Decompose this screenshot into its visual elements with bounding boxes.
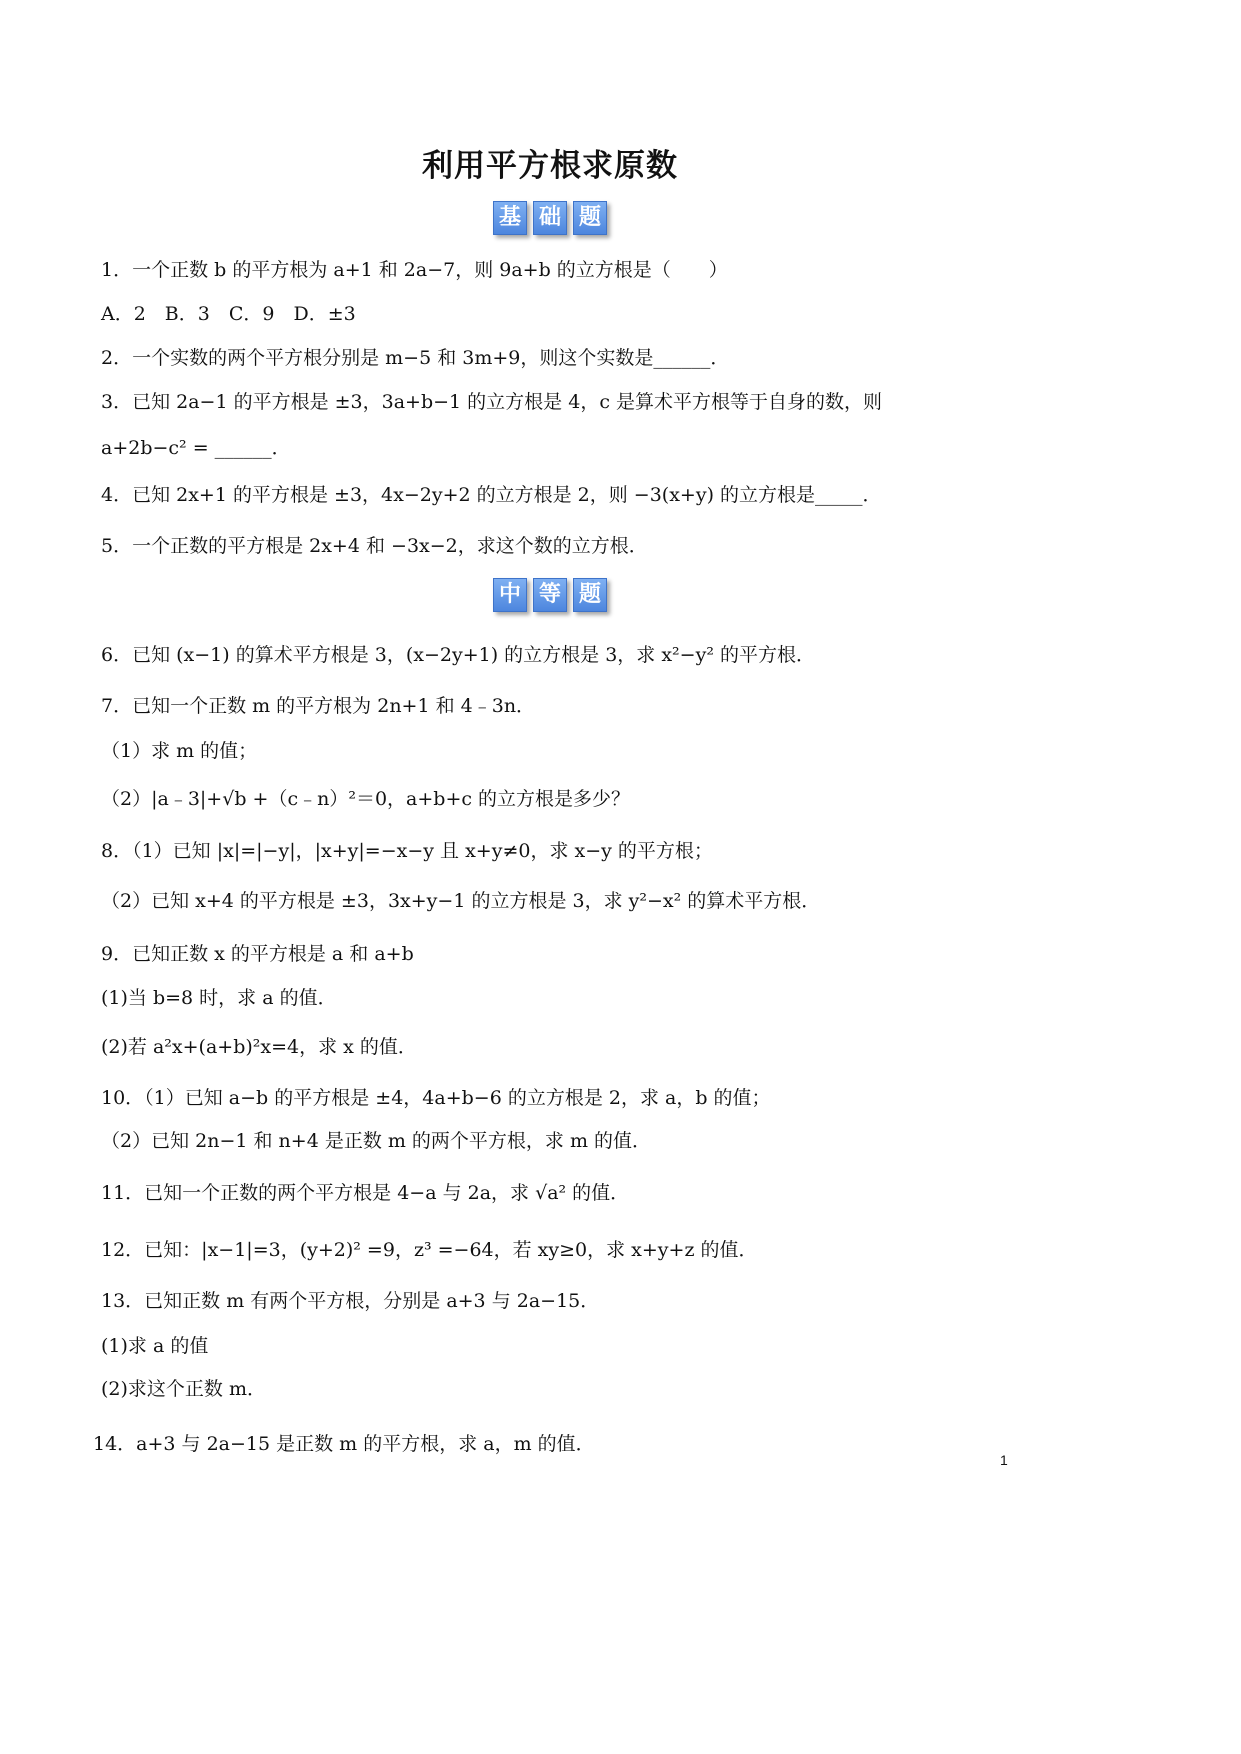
question-7-part-2: （2）|a﹣3|+√b +（c﹣n）²＝0，a+b+c 的立方根是多少？ — [101, 788, 631, 810]
badge-char: 基 — [493, 201, 527, 235]
badge-char: 等 — [533, 578, 567, 612]
question-8-part-1: 8．（1）已知 |x|=|−y|，|x+y|=−x−y 且 x+y≠0，求 x−y 的平方根； — [101, 840, 713, 862]
section-badge-medium — [0, 578, 1100, 612]
question-4: 4．已知 2x+1 的平方根是 ±3，4x−2y+2 的立方根是 2，则 −3(x+y) 的立方根是_____． — [101, 484, 882, 506]
question-1-options: A．2 B．3 C．9 D．±3 — [101, 303, 356, 325]
question-1: 1．一个正数 b 的平方根为 a+1 和 2a−7，则 9a+b 的立方根是（ ） — [101, 259, 728, 281]
question-14: 14．a+3 与 2a−15 是正数 m 的平方根，求 a，m 的值． — [93, 1433, 595, 1455]
question-6: 6．已知 (x−1) 的算术平方根是 3，(x−2y+1) 的立方根是 3，求 x²−y² 的平方根． — [101, 644, 815, 666]
question-2: 2．一个实数的两个平方根分别是 m−5 和 3m+9，则这个实数是______． — [101, 347, 730, 369]
question-9: 9．已知正数 x 的平方根是 a 和 a+b — [101, 943, 414, 965]
question-9-part-2: (2)若 a²x+(a+b)²x=4，求 x 的值． — [101, 1036, 417, 1058]
question-12: 12．已知：|x−1|=3，(y+2)² =9，z³ =−64，若 xy≥0，求 x+y+z 的值． — [101, 1239, 758, 1261]
question-9-part-1: (1)当 b=8 时，求 a 的值． — [101, 987, 337, 1009]
badge-char: 础 — [533, 201, 567, 235]
question-7-part-1: （1）求 m 的值； — [101, 740, 258, 762]
question-7: 7．已知一个正数 m 的平方根为 2n+1 和 4﹣3n． — [101, 695, 536, 717]
question-13-part-2: (2)求这个正数 m． — [101, 1378, 266, 1400]
page-number: 1 — [1000, 1452, 1008, 1468]
question-10-part-1: 10．（1）已知 a−b 的平方根是 ±4，4a+b−6 的立方根是 2，求 a，b 的值； — [101, 1087, 771, 1109]
question-11: 11．已知一个正数的两个平方根是 4−a 与 2a，求 √a² 的值． — [101, 1182, 630, 1204]
question-13: 13．已知正数 m 有两个平方根，分别是 a+3 与 2a−15． — [101, 1290, 600, 1312]
question-8-part-2: （2）已知 x+4 的平方根是 ±3，3x+y−1 的立方根是 3，求 y²−x² 的算术平方根． — [101, 890, 821, 912]
question-3-cont: a+2b−c² = ______． — [101, 437, 291, 459]
badge-char: 题 — [573, 578, 607, 612]
badge-char: 中 — [493, 578, 527, 612]
question-3: 3．已知 2a−1 的平方根是 ±3，3a+b−1 的立方根是 4，c 是算术平方根等于自身的数，则 — [101, 391, 882, 413]
page-title: 利用平方根求原数 — [422, 148, 678, 184]
question-10-part-2: （2）已知 2n−1 和 n+4 是正数 m 的两个平方根，求 m 的值． — [101, 1130, 652, 1152]
question-13-part-1: (1)求 a 的值 — [101, 1335, 209, 1357]
section-badge-basic — [0, 201, 1100, 235]
question-5: 5．一个正数的平方根是 2x+4 和 −3x−2，求这个数的立方根． — [101, 535, 648, 557]
badge-char: 题 — [573, 201, 607, 235]
